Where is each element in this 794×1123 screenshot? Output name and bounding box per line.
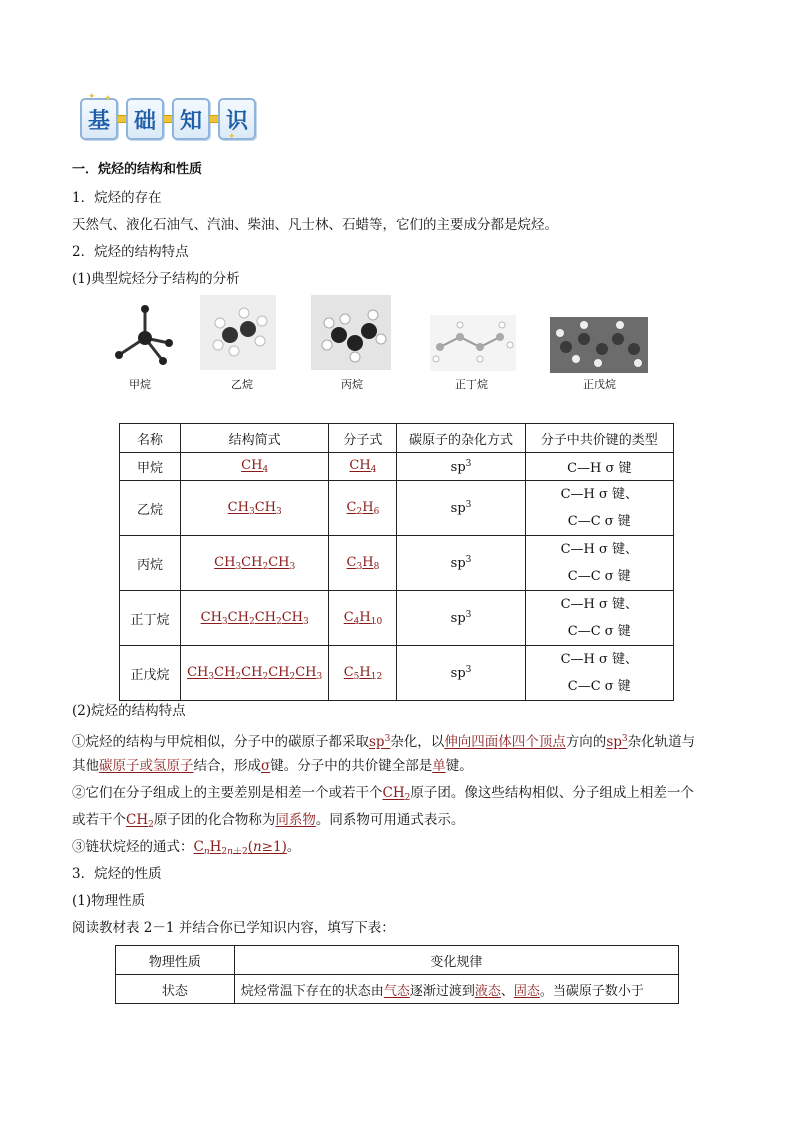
star-icon: ✦ [228, 132, 236, 142]
column-header: 变化规律 [234, 946, 678, 975]
table-row [116, 975, 679, 1004]
paragraph-subheading: (1)典型烷烃分子结构的分析 [72, 271, 240, 287]
paragraph-heading: 1．烷烃的存在 [72, 190, 162, 206]
molecule-label: 甲烷 [129, 378, 151, 391]
hybridization: $sp^3$ [397, 536, 525, 591]
structural-formula: $CH_3CH_2CH_2CH_3$ [180, 591, 328, 646]
propane-model-image [311, 295, 391, 370]
paragraph: 其他碳原子或氢原子结合，形成σ键。分子中的共价键全部是单键。 [72, 758, 473, 774]
bond-types: C—H σ 键 [525, 453, 673, 481]
paragraph-subheading: (1)物理性质 [72, 893, 146, 909]
compound-name: 正戊烷 [120, 646, 181, 701]
badge-char: 基 [80, 98, 118, 140]
paragraph-subheading: (2)烷烃的结构特点 [72, 703, 186, 719]
paragraph: 阅读教材表 2－1 并结合你已学知识内容，填写下表： [72, 920, 395, 936]
column-header: 分子式 [329, 424, 397, 453]
column-header: 名称 [120, 424, 181, 453]
star-icon: ✦ [104, 94, 112, 104]
table-row [116, 946, 679, 975]
structural-formula: $CH_3CH_3$ [180, 481, 328, 536]
compound-name: 丙烷 [120, 536, 181, 591]
molecule-label: 乙烷 [231, 378, 253, 391]
table-row [120, 591, 674, 646]
badge-char: 知 [172, 98, 210, 140]
column-header: 分子中共价键的类型 [525, 424, 673, 453]
molecular-formula: $C_2H_6$ [329, 481, 397, 536]
molecule-label: 正丁烷 [455, 378, 488, 391]
paragraph-heading: 3．烷烃的性质 [72, 866, 162, 882]
column-header: 物理性质 [116, 946, 235, 975]
ethane-model-image [200, 295, 276, 370]
molecule-models [105, 295, 665, 395]
hybridization: $sp^3$ [397, 453, 525, 481]
hybridization: $sp^3$ [397, 481, 525, 536]
badge-connector [118, 115, 126, 123]
compound-name: 正丁烷 [120, 591, 181, 646]
molecular-formula: $C_4H_{10}$ [329, 591, 397, 646]
physical-properties-table [115, 945, 679, 1004]
structural-formula: $CH_3CH_2CH_3$ [180, 536, 328, 591]
table-row [120, 453, 674, 481]
column-header: 碳原子的杂化方式 [397, 424, 525, 453]
structural-formula: $CH_3CH_2CH_2CH_2CH_3$ [180, 646, 328, 701]
alkane-structure-table [119, 423, 674, 701]
section-title: 一．烷烃的结构和性质 [72, 162, 203, 177]
badge-char: 识 [218, 98, 256, 140]
bond-types: C—H σ 键、 C—C σ 键 [525, 536, 673, 591]
paragraph: ②它们在分子组成上的主要差别是相差一个或若干个$CH_2$原子团。像这些结构相似、分子组成上相差一个 [72, 785, 694, 803]
compound-name: 甲烷 [120, 453, 181, 481]
molecule-label: 丙烷 [341, 378, 363, 391]
compound-name: 乙烷 [120, 481, 181, 536]
hybridization: $sp^3$ [397, 591, 525, 646]
basic-knowledge-badge [80, 92, 256, 142]
paragraph: ①烷烃的结构与甲烷相似，分子中的碳原子都采取$sp^3$杂化，以伸向四面体四个顶点方向的$sp^3$杂化轨道与 [72, 734, 696, 750]
star-icon: ✦ [88, 92, 96, 102]
molecular-formula: $CH_4$ [329, 453, 397, 481]
table-row [120, 646, 674, 701]
badge-char: 础 [126, 98, 164, 140]
molecular-formula: $C_5H_{12}$ [329, 646, 397, 701]
pentane-model-image [550, 317, 648, 373]
property-name: 状态 [116, 975, 235, 1004]
table-row [120, 481, 674, 536]
badge-connector [210, 115, 218, 123]
table-row [120, 536, 674, 591]
property-rule: 烷烃常温下存在的状态由气态逐渐过渡到液态、固态。当碳原子数小于 [234, 975, 678, 1004]
molecule-label: 正戊烷 [583, 378, 616, 391]
methane-ball-stick-image [105, 303, 185, 373]
bond-types: C—H σ 键、 C—C σ 键 [525, 481, 673, 536]
bond-types: C—H σ 键、 C—C σ 键 [525, 646, 673, 701]
column-header: 结构简式 [180, 424, 328, 453]
butane-model-image [430, 315, 516, 371]
badge-connector [164, 115, 172, 123]
paragraph: 或若干个$CH_2$原子团的化合物称为同系物。同系物可用通式表示。 [72, 812, 465, 830]
structural-formula: $CH_4$ [180, 453, 328, 481]
paragraph: ③链状烷烃的通式：$C_nH_{2n+2}(n\ge 1)$。 [72, 839, 301, 857]
molecular-formula: $C_3H_8$ [329, 536, 397, 591]
paragraph-heading: 2．烷烃的结构特点 [72, 244, 189, 260]
bond-types: C—H σ 键、 C—C σ 键 [525, 591, 673, 646]
hybridization: $sp^3$ [397, 646, 525, 701]
paragraph: 天然气、液化石油气、汽油、柴油、凡士林、石蜡等，它们的主要成分都是烷烃。 [72, 217, 558, 233]
